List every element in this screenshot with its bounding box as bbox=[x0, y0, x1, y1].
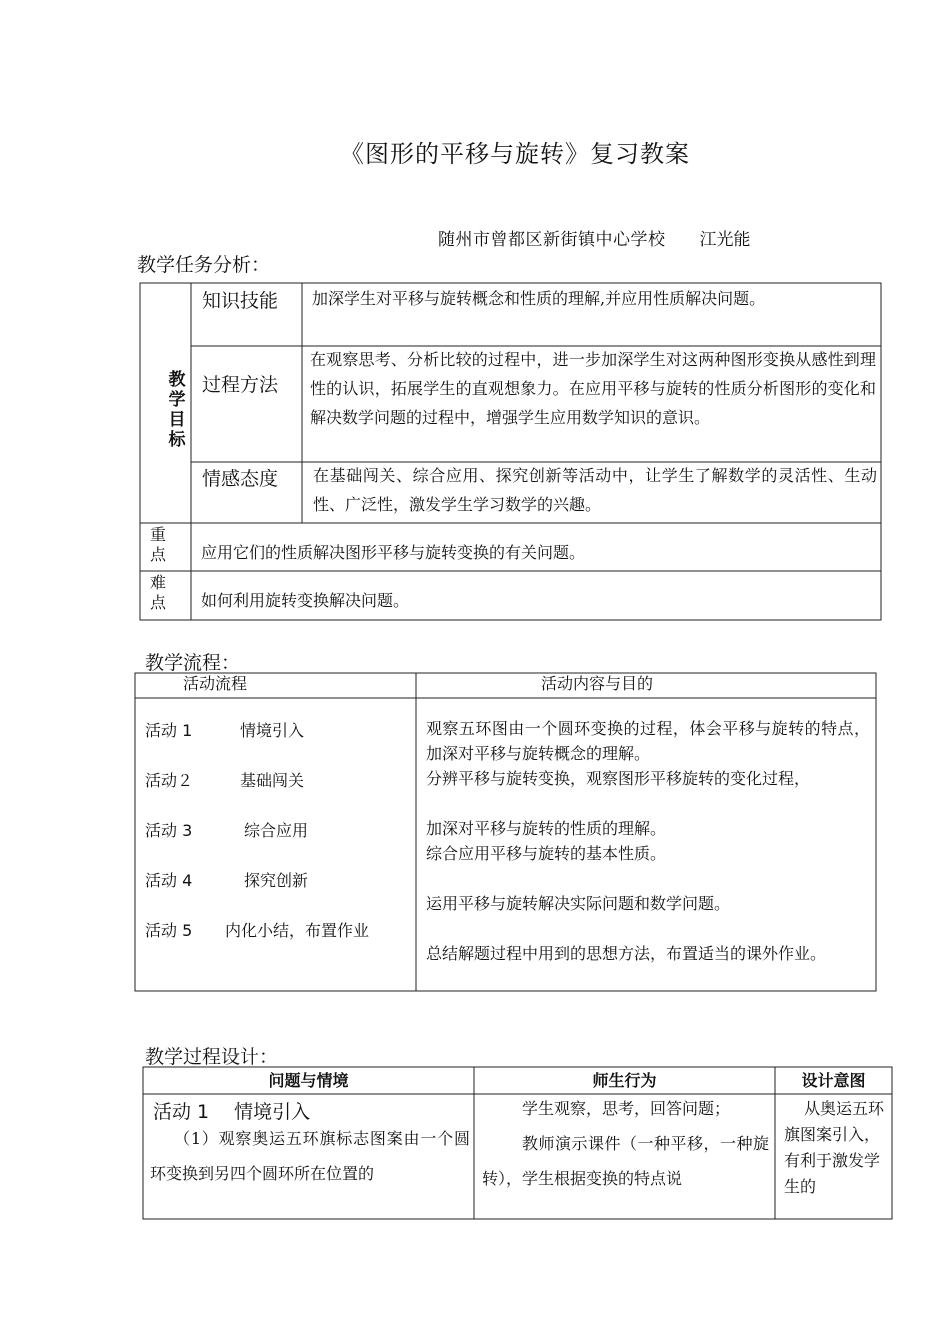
row-label-attitude: 情感态度 bbox=[202, 468, 279, 490]
flow-activity-1 bbox=[145, 718, 305, 741]
design-header-question: 问题与情境 bbox=[268, 1071, 349, 1090]
flow-header-content: 活动内容与目的 bbox=[541, 674, 654, 693]
flow-content-4: 综合应用平移与旋转的基本性质。 bbox=[426, 844, 667, 863]
key-content: 应用它们的性质解决图形平移与旋转变换的有关问题。 bbox=[201, 543, 586, 562]
author-school: 随州市曾都区新街镇中心学校 bbox=[438, 230, 666, 250]
flow-content-2: 分辨平移与旋转变换，观察图形平移旋转的变化过程， bbox=[426, 769, 811, 788]
flow-activity-3 bbox=[145, 818, 309, 841]
goal-label-text: 教学目标 bbox=[168, 370, 186, 450]
activity-num: 活动 3 bbox=[145, 821, 193, 840]
flow-content-3: 加深对平移与旋转的性质的理解。 bbox=[426, 819, 667, 838]
difficult-label: 难点 bbox=[150, 573, 167, 612]
activity-num: 活动 5 bbox=[145, 921, 193, 940]
row-content-attitude: 在基础闯关、综合应用、探究创新等活动中，让学生了解数学的灵活性、生动性、广泛性，激发学生学习数学的兴趣。 bbox=[313, 466, 877, 514]
row-content-process: 在观察思考、分析比较的过程中，进一步加深学生对这两种图形变换从感性到理性的认识，拓展学生的直观想象力。在应用平移与旋转的性质分析图形的变化和解决数学问题的过程中，增强学生应用数学知识的意识。 bbox=[310, 350, 876, 427]
section-heading-teaching-flow: 教学流程： bbox=[145, 652, 241, 674]
author-line bbox=[438, 225, 751, 250]
activity-num: 活动２ bbox=[145, 771, 194, 790]
design-intent: 从奥运五环旗图案引入，有利于激发学生的 bbox=[784, 1099, 885, 1196]
section-heading-process-design: 教学过程设计： bbox=[145, 1046, 279, 1068]
activity-num: 活动 1 bbox=[145, 721, 193, 740]
design-behavior-2: 教师演示课件（一种平移，一种旋转），学生根据变换的特点说 bbox=[482, 1134, 769, 1188]
activity-num: 活动 4 bbox=[145, 871, 193, 890]
section-heading-task-analysis: 教学任务分析： bbox=[137, 254, 271, 276]
row-label-process: 过程方法 bbox=[202, 374, 279, 396]
design-activity-title: 活动 1 情境引入 bbox=[153, 1101, 311, 1123]
activity-name: 情境引入 bbox=[240, 721, 305, 740]
activity-name: 综合应用 bbox=[244, 821, 309, 840]
design-question: （1）观察奥运五环旗标志图案由一个圆环变换到另四个圆环所在位置的 bbox=[150, 1129, 470, 1183]
author-name: 江光能 bbox=[699, 230, 751, 250]
design-header-behavior: 师生行为 bbox=[592, 1071, 657, 1090]
activity-name: 探究创新 bbox=[244, 871, 309, 890]
activity-name: 内化小结，布置作业 bbox=[225, 921, 370, 940]
goal-label bbox=[140, 370, 186, 450]
activity-name: 基础闯关 bbox=[240, 771, 305, 790]
key-label: 重点 bbox=[150, 525, 167, 564]
design-header-intent: 设计意图 bbox=[801, 1071, 866, 1090]
flow-header-activity: 活动流程 bbox=[183, 674, 248, 693]
design-behavior-1: 学生观察，思考，回答问题； bbox=[522, 1099, 731, 1118]
flow-content-5: 运用平移与旋转解决实际问题和数学问题。 bbox=[426, 894, 731, 913]
flow-content-6: 总结解题过程中用到的思想方法，布置适当的课外作业。 bbox=[426, 944, 827, 963]
difficult-content: 如何利用旋转变换解决问题。 bbox=[201, 591, 410, 610]
flow-content-1: 观察五环图由一个圆环变换的过程，体会平移与旋转的特点，加深对平移与旋转概念的理解。 bbox=[426, 719, 870, 763]
page-title: 《图形的平移与旋转》复习教案 bbox=[340, 140, 690, 168]
row-label-knowledge: 知识技能 bbox=[202, 290, 279, 312]
flow-activity-2 bbox=[145, 768, 305, 791]
flow-activity-5 bbox=[145, 918, 370, 941]
row-content-knowledge: 加深学生对平移与旋转概念和性质的理解,并应用性质解决问题。 bbox=[312, 289, 766, 308]
flow-activity-4 bbox=[145, 868, 309, 891]
